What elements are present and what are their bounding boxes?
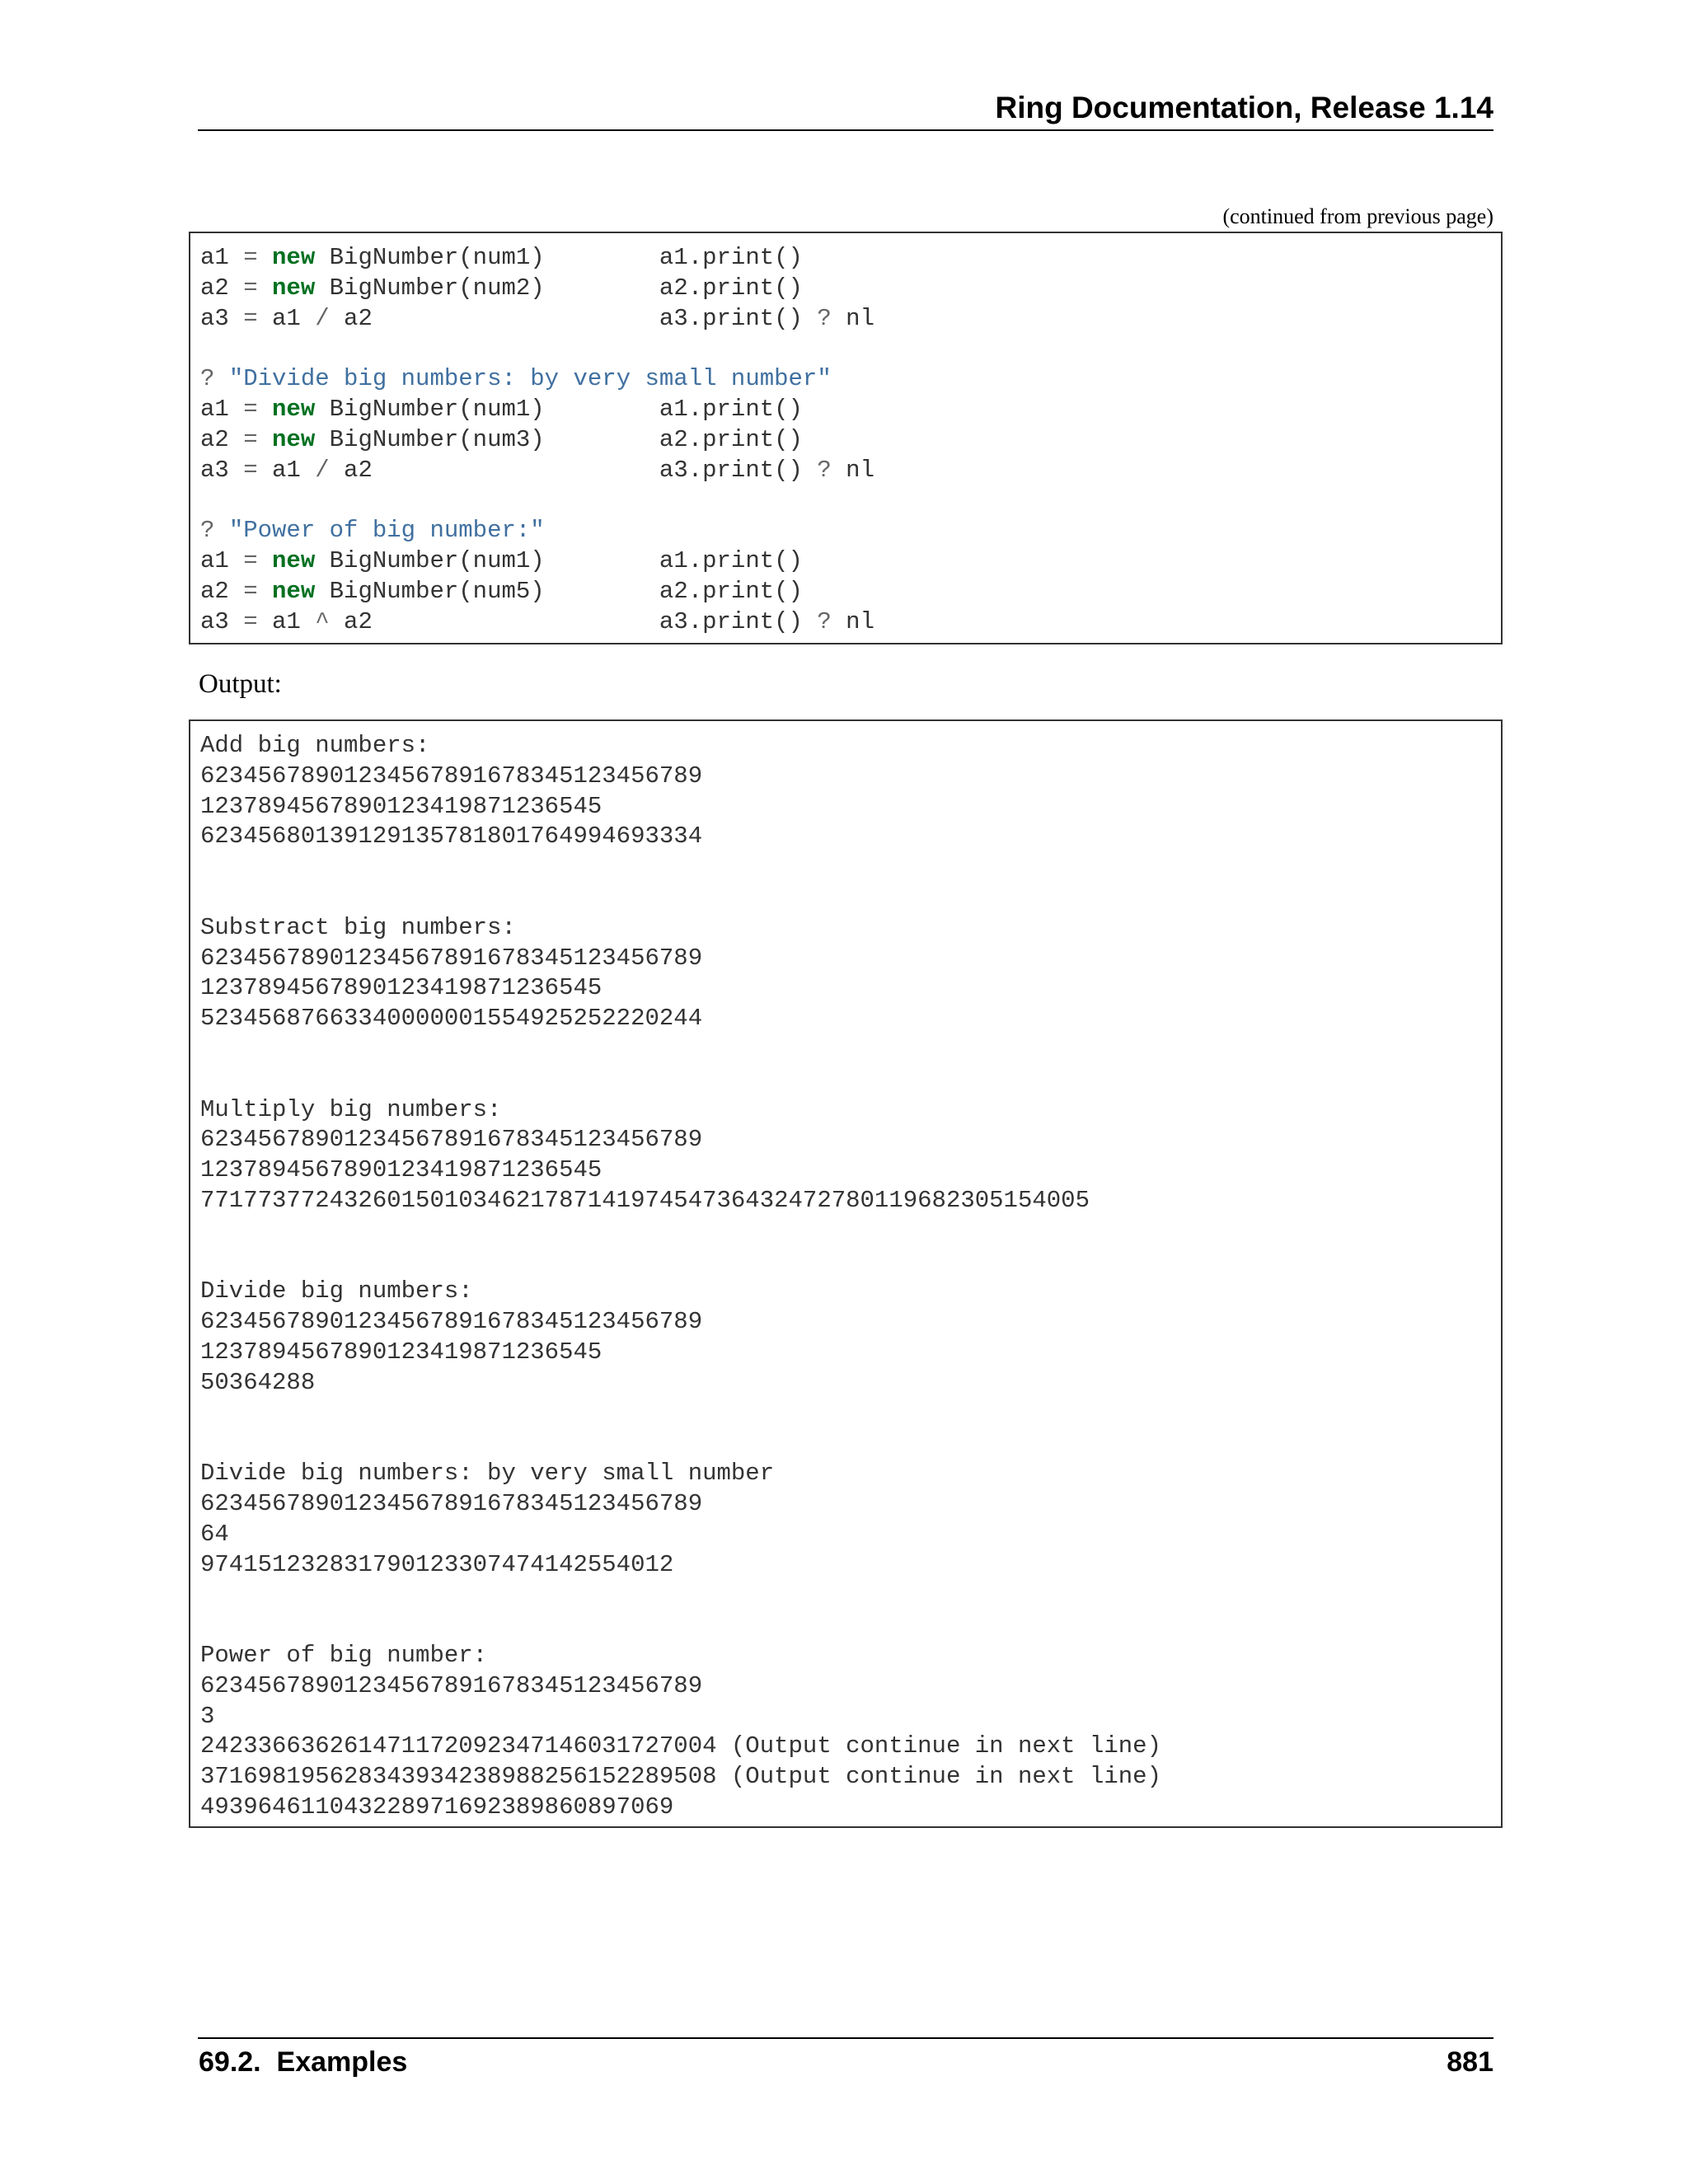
code-token: new: [272, 395, 316, 423]
code-token: a3: [200, 456, 244, 484]
code-token: a2: [200, 577, 244, 605]
output-line: [200, 1216, 1161, 1247]
code-line: [200, 485, 874, 516]
output-line: 4939646110432289716923898608970​69: [200, 1793, 674, 1821]
code-line: [200, 334, 874, 364]
code-token: =: [243, 546, 258, 574]
code-token: [258, 426, 272, 453]
code-token: BigNumber(num1) a1.print(): [315, 244, 803, 271]
output-line: 62345678901234567891678345123456789: [200, 1126, 703, 1154]
output-line: [200, 1065, 1161, 1095]
output-line: 62345678901234567891678345123456789: [200, 944, 703, 972]
code-line: [200, 425, 874, 456]
output-line: 1237894567890123419871236545: [200, 1156, 603, 1184]
output-line: 77177377243260150103462178714197454736432472780119682305154005: [200, 1186, 1090, 1214]
footer-page-number: 881: [1447, 2046, 1493, 2078]
output-line: [200, 1399, 1161, 1429]
output-line: [200, 1610, 1161, 1641]
code-token: ?: [200, 517, 215, 545]
code-token: "Power of big number:": [228, 517, 545, 545]
code-token: =: [243, 577, 258, 605]
code-token: a1: [257, 304, 316, 332]
code-token: ?: [817, 607, 832, 635]
output-line: [200, 1580, 1161, 1610]
code-token: new: [272, 274, 316, 302]
code-token: a1: [200, 395, 244, 423]
output-line: 3: [200, 1702, 215, 1730]
code-token: a2: [200, 425, 244, 453]
output-line: 974151232831790123307474142554012: [200, 1550, 674, 1578]
output-line: Power of big number:: [200, 1641, 488, 1669]
code-token: /: [315, 456, 330, 484]
output-block: [189, 719, 1503, 1828]
footer-divider: [198, 2037, 1493, 2039]
output-line: 62345678901234567891678345123456789: [200, 1489, 703, 1517]
code-line: [200, 456, 874, 486]
output-line: Multiply big numbers:: [200, 1095, 502, 1123]
output-line: [200, 852, 1161, 883]
code-token: BigNumber(num3) a2.print(): [315, 425, 803, 453]
footer-section-title: 69.2. Examples: [199, 2046, 408, 2078]
code-token: a1: [200, 244, 244, 271]
code-token: a2 a3.print(): [329, 456, 818, 484]
output-line: 62345678901234567891678345123456789: [200, 1308, 703, 1336]
code-token: nl: [831, 607, 874, 635]
code-token: new: [272, 577, 316, 605]
output-line: Divide big numbers:: [200, 1277, 473, 1305]
code-token: new: [272, 546, 316, 574]
code-token: ?: [817, 456, 832, 484]
output-line: [200, 1247, 1161, 1277]
code-token: [258, 274, 272, 302]
header-title: Ring Documentation, Release 1.14: [995, 91, 1493, 124]
code-token: a1: [257, 607, 316, 635]
output-line: 1237894567890123419871236545: [200, 974, 603, 1002]
code-token: a3: [200, 304, 244, 332]
code-token: ?: [200, 365, 215, 393]
code-token: [214, 365, 228, 392]
code-token: BigNumber(num5) a2.print(): [315, 577, 803, 605]
code-token: a3: [200, 607, 244, 635]
output-line: 62345678901234567891678345123456789: [200, 762, 703, 790]
output-line: [200, 883, 1161, 913]
code-token: [258, 547, 272, 574]
code-token: =: [243, 607, 258, 635]
code-lines: [200, 243, 874, 637]
code-line: [200, 304, 874, 335]
code-line: [200, 364, 874, 395]
code-token: =: [243, 425, 258, 453]
code-block: [189, 232, 1503, 644]
code-token: ^: [315, 607, 330, 635]
output-line: [200, 1034, 1161, 1065]
code-token: /: [315, 304, 330, 332]
code-line: [200, 395, 874, 425]
code-token: nl: [831, 304, 874, 332]
code-token: a1: [200, 546, 244, 574]
code-token: =: [243, 395, 258, 423]
code-line: [200, 274, 874, 304]
output-line: 371698195628343934238988256152289508 (Output continue in next line): [200, 1763, 1161, 1791]
code-line: [200, 516, 874, 546]
code-token: BigNumber(num1) a1.print(): [315, 395, 803, 423]
code-token: BigNumber(num1) a1.print(): [315, 546, 803, 574]
code-token: a2 a3.print(): [329, 304, 818, 332]
output-line: Divide big numbers: by very small number: [200, 1460, 775, 1488]
code-token: =: [243, 274, 258, 302]
output-label: Output:: [199, 669, 282, 699]
code-token: a2 a3.print(): [329, 607, 818, 635]
code-token: "Divide big numbers: by very small number": [228, 365, 832, 393]
code-line: [200, 546, 874, 577]
code-token: a2: [200, 274, 244, 302]
code-line: [200, 607, 874, 638]
output-line: Add big numbers:: [200, 732, 430, 759]
code-token: a1: [257, 456, 316, 484]
code-token: =: [243, 456, 258, 484]
output-line: 62345678901234567891678345123456789: [200, 1671, 703, 1699]
code-token: =: [243, 304, 258, 332]
output-line: [200, 1428, 1161, 1459]
output-lines: [200, 731, 1161, 1823]
output-line: Substract big numbers:: [200, 913, 516, 941]
code-token: BigNumber(num2) a2.print(): [315, 274, 803, 302]
output-line: 50364288: [200, 1368, 316, 1396]
code-line: [200, 243, 874, 274]
output-line: 1237894567890123419871236545: [200, 1338, 603, 1366]
output-line: 1237894567890123419871236545: [200, 792, 603, 820]
code-token: ?: [817, 304, 832, 332]
output-line: 64: [200, 1520, 229, 1548]
code-token: new: [272, 425, 316, 453]
code-token: [258, 244, 272, 271]
continued-note: (continued from previous page): [1222, 204, 1493, 228]
output-line: 52345687663340000001554925252220244: [200, 1005, 703, 1033]
code-token: nl: [831, 456, 874, 484]
code-token: [258, 578, 272, 605]
code-token: new: [272, 244, 316, 271]
output-line: 62345680139129135781801764994693334: [200, 823, 703, 851]
output-line: 242336636261471172092347146031727004 (Output continue in next line): [200, 1732, 1161, 1760]
code-line: [200, 577, 874, 607]
code-token: [214, 517, 228, 544]
header-divider: [198, 129, 1493, 131]
code-token: =: [243, 244, 258, 271]
code-token: [258, 396, 272, 423]
